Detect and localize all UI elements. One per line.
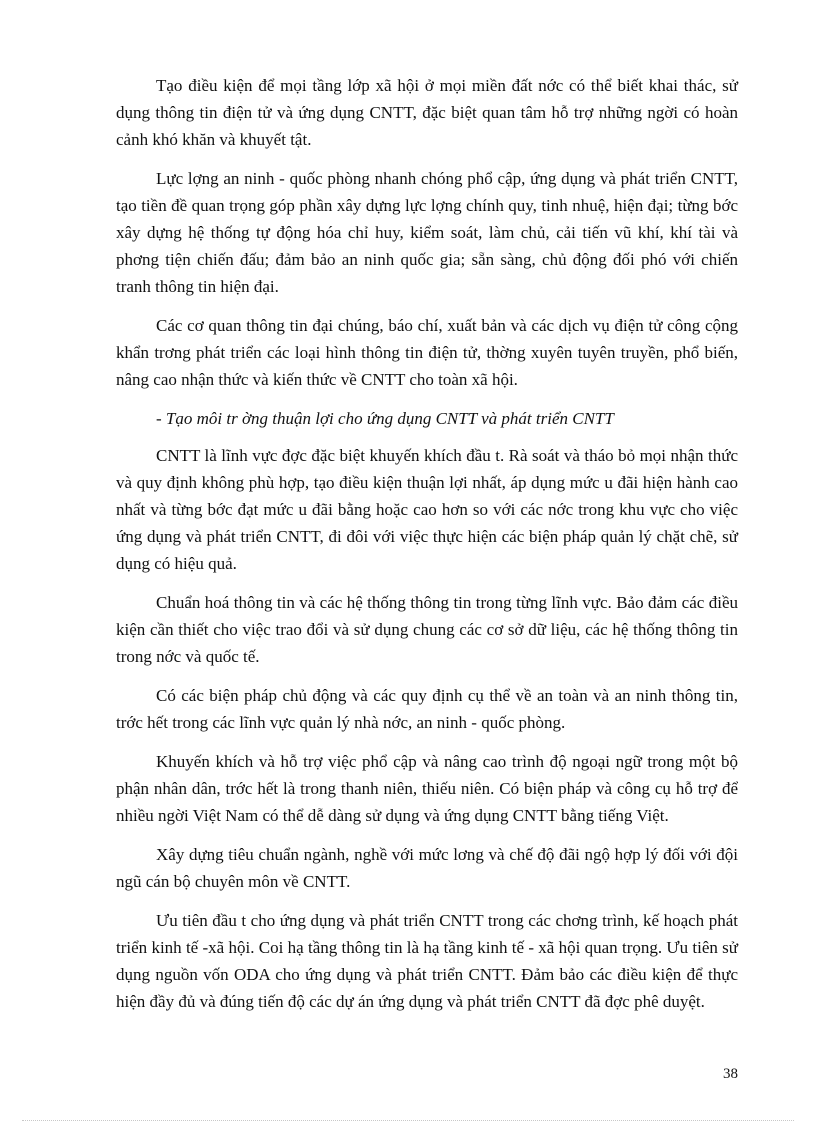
paragraph-8: Xây dựng tiêu chuẩn ngành, nghề với mức lơng và chế độ đãi ngộ hợp lý đối với đội ngũ cán bộ chuyên môn về CNTT.	[116, 845, 738, 891]
page-body	[116, 72, 738, 1027]
paragraph-6: Có các biện pháp chủ động và các quy định cụ thể về an toàn và an ninh thông tin, trớc hết trong các lĩnh vực quản lý nhà nớc, an ninh - quốc phòng.	[116, 686, 738, 732]
paragraph-2: Lực lợng an ninh - quốc phòng nhanh chóng phổ cập, ứng dụng và phát triển CNTT, tạo tiền đề quan trọng góp phần xây dựng lực lợng chính quy, tinh nhuệ, hiện đại; từng bớc xây dựng hệ thống tự động hóa chỉ huy, kiểm soát, làm chủ, cải tiến vũ khí, khí tài và phơng tiện chiến đấu; đảm bảo an ninh quốc gia; sẵn sàng, chủ động đối phó với chiến tranh thông tin hiện đại.	[116, 169, 738, 296]
paragraph-5: Chuẩn hoá thông tin và các hệ thống thông tin trong từng lĩnh vực. Bảo đảm các điều kiện cần thiết cho việc trao đổi và sử dụng chung các cơ sở dữ liệu, các hệ thống thông tin trong nớc và quốc tế.	[116, 593, 738, 666]
page-number: 38	[723, 1066, 738, 1082]
section-heading: - Tạo môi tr ờng thuận lợi cho ứng dụng CNTT và phát triển CNTT	[156, 409, 614, 428]
paragraph-9: Ưu tiên đầu t cho ứng dụng và phát triển CNTT trong các chơng trình, kế hoạch phát triển kinh tế -xã hội. Coi hạ tầng thông tin là hạ tầng kinh tế - xã hội quan trọng. Ưu tiên sử dụng nguồn vốn ODA cho ứng dụng và phát triển CNTT. Đảm bảo các điều kiện để thực hiện đầy đủ và đúng tiến độ các dự án ứng dụng và phát triển CNTT đã đợc phê duyệt.	[116, 911, 738, 1011]
paragraph-7: Khuyến khích và hỗ trợ việc phổ cập và nâng cao trình độ ngoại ngữ trong một bộ phận nhân dân, trớc hết là trong thanh niên, thiếu niên. Có biện pháp và công cụ hỗ trợ để nhiều ngời Việt Nam có thể dễ dàng sử dụng và ứng dụng CNTT bằng tiếng Việt.	[116, 752, 738, 825]
paragraph-3: Các cơ quan thông tin đại chúng, báo chí, xuất bản và các dịch vụ điện tử công cộng khẩn trơng phát triển các loại hình thông tin điện tử, thờng xuyên tuyên truyền, phổ biến, nâng cao nhận thức và kiến thức về CNTT cho toàn xã hội.	[116, 316, 738, 389]
paragraph-4: CNTT là lĩnh vực đợc đặc biệt khuyến khích đầu t. Rà soát và tháo bỏ mọi nhận thức và quy định không phù hợp, tạo điều kiện thuận lợi nhất, áp dụng mức u đãi hiện hành cao nhất và từng bớc đạt mức u đãi bằng hoặc cao hơn so với các nớc trong khu vực cho việc ứng dụng và phát triển CNTT, đi đôi với việc thực hiện các biện pháp quản lý chặt chẽ, sử dụng có hiệu quả.	[116, 446, 738, 573]
page-bottom-divider	[22, 1120, 794, 1121]
paragraph-1: Tạo điều kiện để mọi tầng lớp xã hội ở mọi miền đất nớc có thể biết khai thác, sử dụng thông tin điện tử và ứng dụng CNTT, đặc biệt quan tâm hỗ trợ những ngời có hoàn cảnh khó khăn và khuyết tật.	[116, 76, 738, 149]
